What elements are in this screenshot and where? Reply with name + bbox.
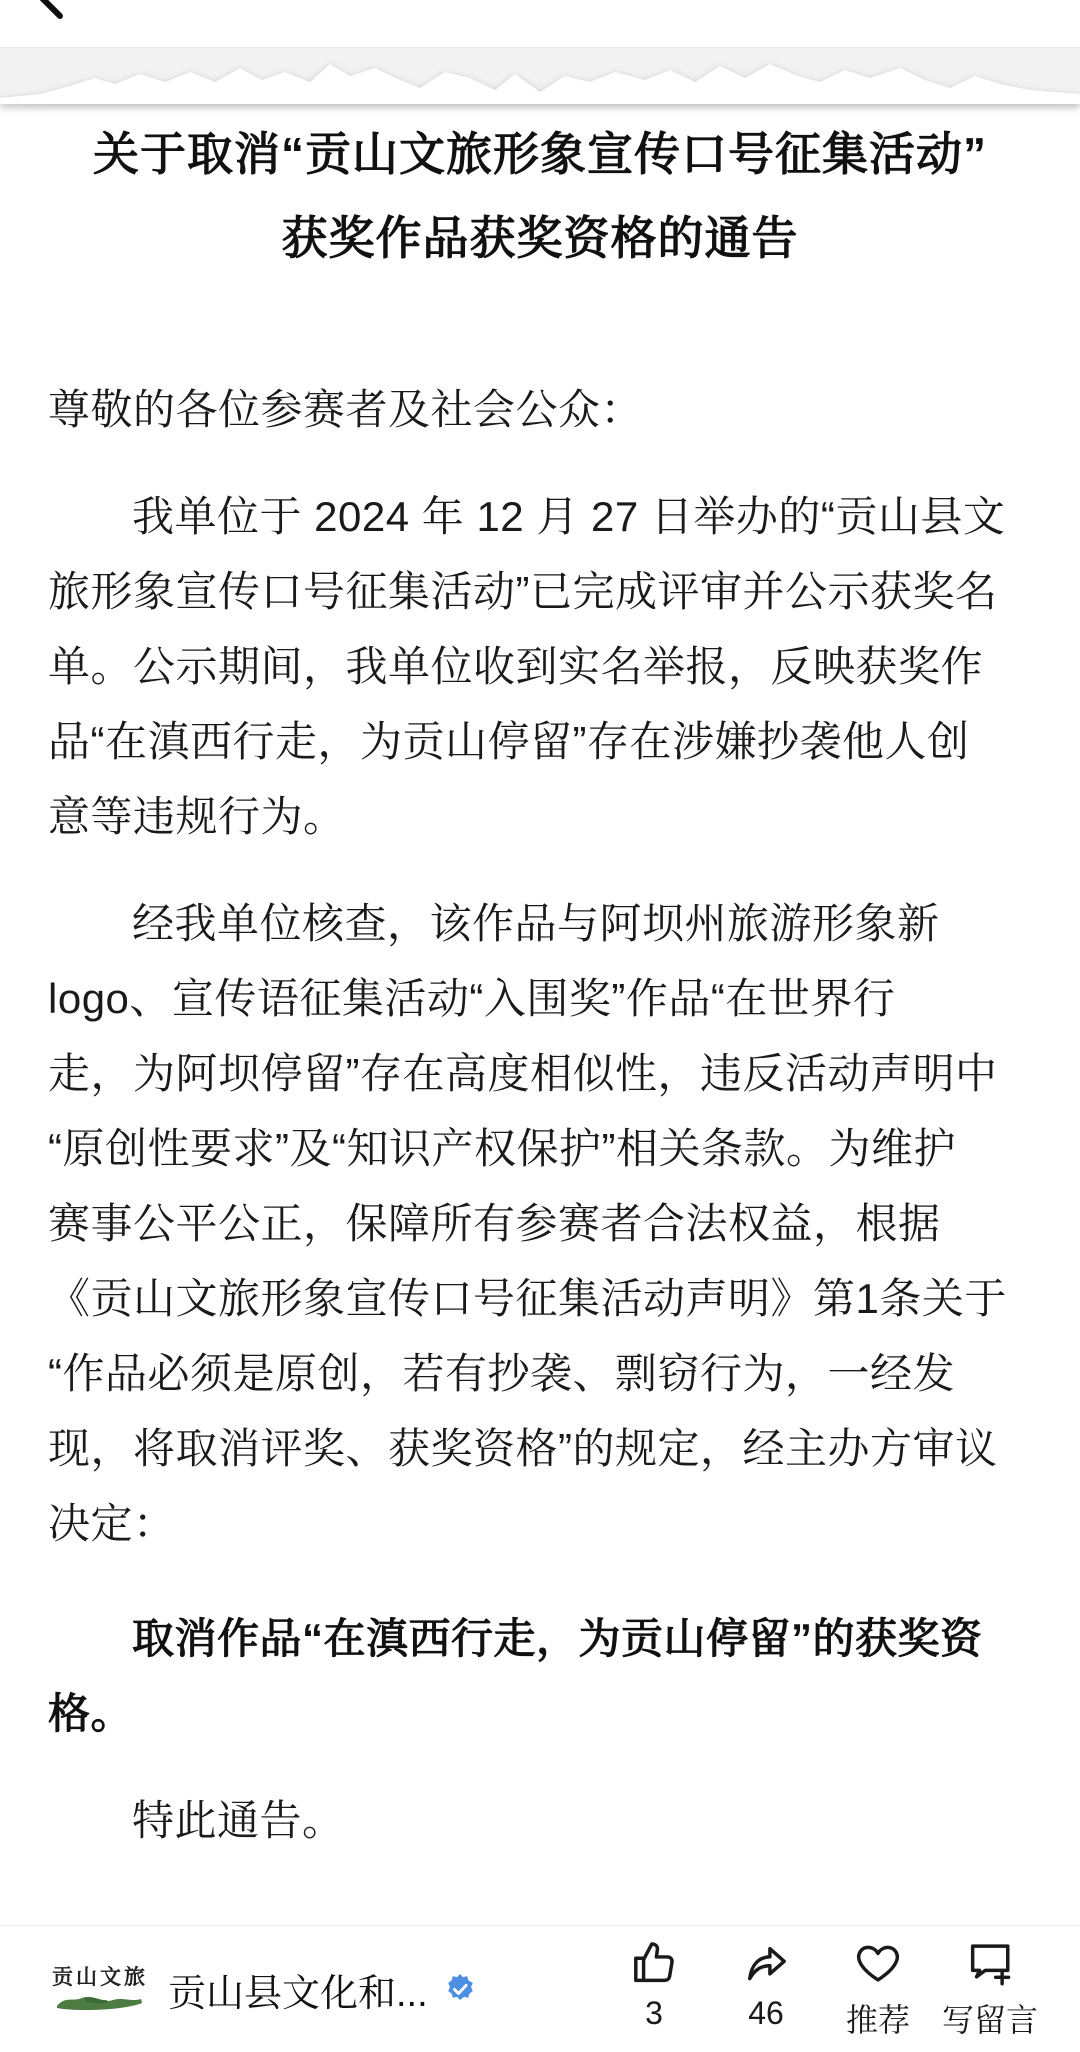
gray-band — [0, 48, 1080, 104]
article-content — [0, 112, 1080, 1858]
article-line: 格。 — [48, 1690, 134, 1737]
article-line: 特此通告。 — [132, 1797, 345, 1844]
recommend-button[interactable] — [822, 1937, 934, 2041]
article-paragraph — [48, 1783, 1032, 1858]
like-count: 3 — [645, 1995, 663, 2031]
article-line: 赛事公平公正，保障所有参赛者合法权益，根据 — [48, 1200, 941, 1247]
article-line: 单。公示期间，我单位收到实名举报，反映获奖作 — [48, 643, 984, 690]
share-button[interactable] — [710, 1937, 822, 2032]
action-buttons — [598, 1937, 1046, 2041]
share-arrow-icon — [740, 1937, 792, 1989]
article-line: 决定： — [48, 1500, 176, 1547]
article-line: “原创性要求”及“知识产权保护”相关条款。为维护 — [48, 1125, 956, 1172]
torn-paper-edge — [0, 48, 1080, 104]
article-title-line: 关于取消“贡山文旅形象宣传口号征集活动” — [93, 128, 987, 180]
article-line: 意等违规行为。 — [48, 793, 346, 840]
article-line: 旅形象宣传口号征集活动”已完成评审并公示获奖名 — [48, 568, 998, 615]
back-button[interactable] — [26, 0, 78, 22]
article-line: 品“在滇西行走，为贡山停留”存在涉嫌抄袭他人创 — [48, 718, 970, 765]
article-line: 经我单位核查，该作品与阿坝州旅游形象新 — [132, 900, 940, 947]
article-body — [48, 479, 1032, 1858]
article-line: “作品必须是原创，若有抄袭、剽窃行为，一经发 — [48, 1350, 955, 1397]
article-paragraph — [48, 1601, 1032, 1751]
article-title-line: 获奖作品获奖资格的通告 — [281, 212, 799, 264]
comment-plus-icon — [964, 1937, 1016, 1989]
like-button[interactable] — [598, 1937, 710, 2032]
bottom-action-bar — [0, 1925, 1080, 2052]
account-name: 贡山县文化和... — [168, 1972, 428, 2015]
article-line: logo、宣传语征集活动“入围奖”作品“在世界行 — [48, 975, 896, 1022]
top-nav-bar — [0, 0, 1080, 47]
account-logo — [52, 1963, 148, 2013]
mountain-brush-icon — [55, 1989, 145, 2013]
article-greeting: 尊敬的各位参赛者及社会公众： — [48, 386, 644, 433]
verified-badge-icon — [444, 1973, 476, 2005]
article-line: 走，为阿坝停留”存在高度相似性，违反活动声明中 — [48, 1050, 998, 1097]
account-profile[interactable] — [52, 1962, 476, 2017]
article-title — [48, 112, 1032, 280]
thumbs-up-icon — [628, 1937, 680, 1989]
comment-label: 写留言 — [941, 2002, 1038, 2038]
article-paragraph — [48, 479, 1032, 854]
article-line: 《贡山文旅形象宣传口号征集活动声明》第1条关于 — [48, 1275, 1007, 1322]
article-line: 我单位于 2024 年 12 月 27 日举办的“贡山县文 — [132, 493, 1006, 540]
article-paragraph — [48, 886, 1032, 1561]
heart-icon — [852, 1937, 904, 1989]
article-line: 取消作品“在滇西行走，为贡山停留”的获奖资 — [132, 1615, 983, 1662]
share-count: 46 — [748, 1995, 784, 2031]
article-line: 现，将取消评奖、获奖资格”的规定，经主办方审议 — [48, 1425, 998, 1472]
account-logo-text: 贡山文旅 — [52, 1963, 148, 1989]
recommend-label: 推荐 — [845, 2002, 910, 2038]
comment-button[interactable] — [934, 1937, 1046, 2041]
chevron-left-icon — [26, 0, 78, 22]
